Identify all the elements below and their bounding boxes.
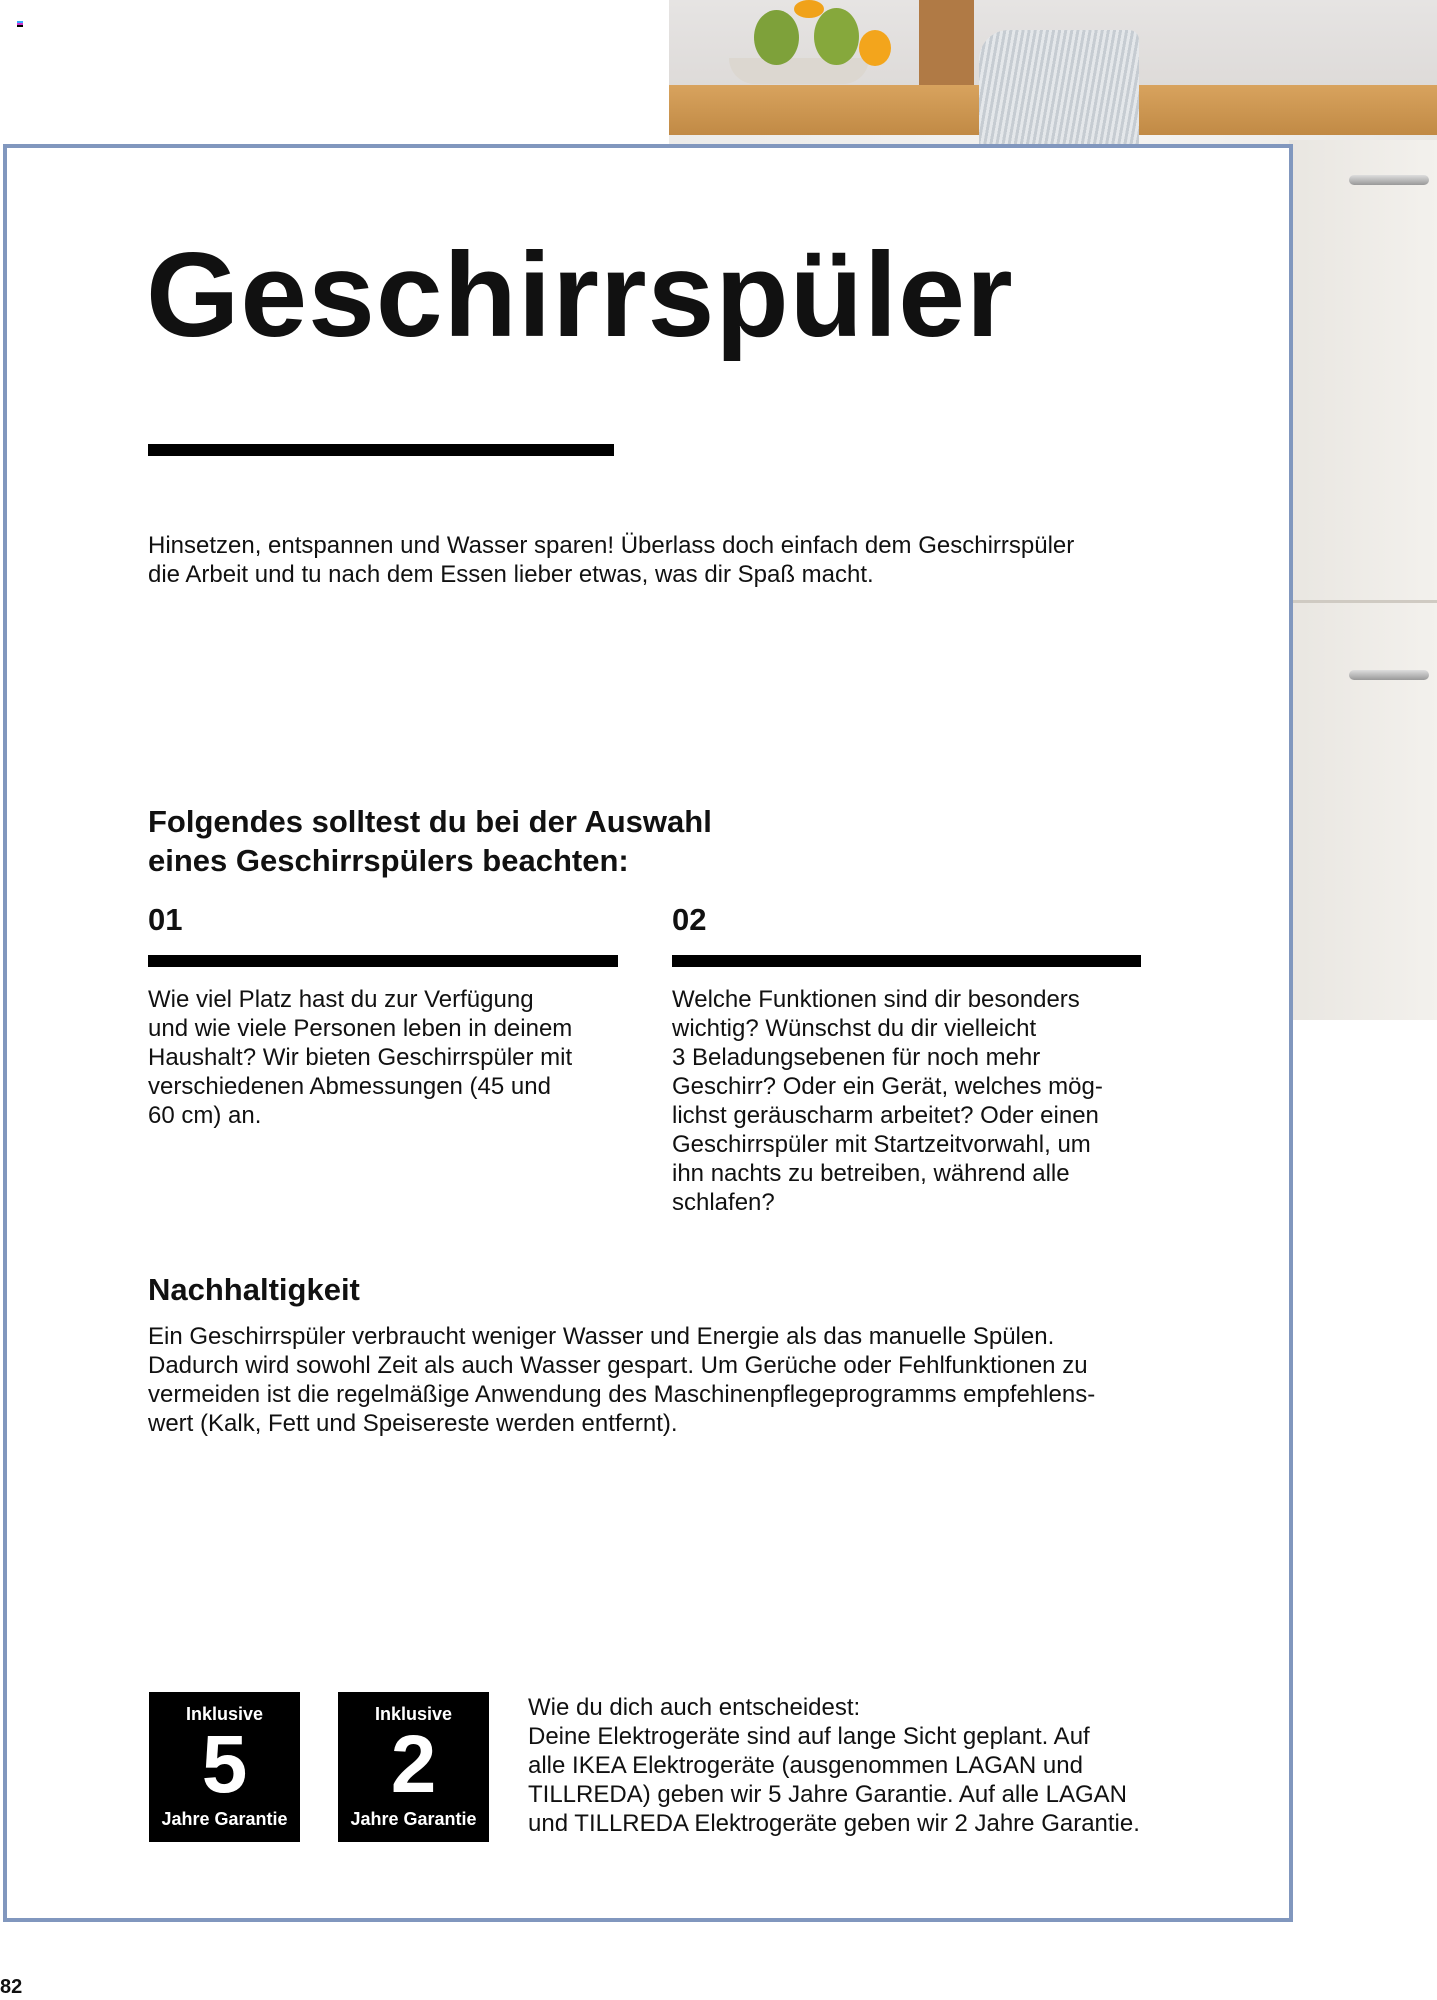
badge-bottom-label: Jahre Garantie <box>161 1809 288 1829</box>
text-line: Dadurch wird sowohl Zeit als auch Wasser gespart. Um Gerüche oder Fehlfunktionen zu <box>148 1352 1088 1379</box>
column-2-text <box>672 985 1103 1217</box>
text-line: Ein Geschirrspüler verbraucht weniger Wasser und Energie als das manuelle Spülen. <box>148 1323 1055 1350</box>
sustainability-heading: Nachhaltigkeit <box>148 1272 360 1307</box>
title-underline <box>148 444 614 456</box>
text-line: 60 cm) an. <box>148 1102 262 1129</box>
text-line: Geschirrspüler mit Startzeitvorwahl, um <box>672 1131 1091 1158</box>
print-color-mark <box>17 21 23 27</box>
sustainability-text <box>148 1322 1095 1438</box>
text-line: Deine Elektrogeräte sind auf lange Sicht geplant. Auf <box>528 1723 1090 1750</box>
text-line: alle IKEA Elektrogeräte (ausgenommen LAGAN und <box>528 1752 1083 1779</box>
selection-heading <box>148 802 712 880</box>
column-2-number: 02 <box>672 902 707 937</box>
column-2-bar <box>672 955 1141 967</box>
heading-line: Folgendes solltest du bei der Auswahl <box>148 804 712 839</box>
page-title: Geschirrspüler <box>146 228 1014 362</box>
badge-number: 5 <box>201 1719 248 1810</box>
text-line: lichst geräuscharm arbeitet? Oder einen <box>672 1102 1099 1129</box>
intro-line: Hinsetzen, entspannen und Wasser sparen! Überlass doch einfach dem Geschirrspüler <box>148 532 1075 559</box>
text-line: wichtig? Wünschst du dir vielleicht <box>672 1015 1037 1042</box>
text-line: 3 Beladungsebenen für noch mehr <box>672 1044 1041 1071</box>
column-1-number: 01 <box>148 902 183 937</box>
text-line: und wie viele Personen leben in deinem <box>148 1015 573 1042</box>
text-line: und TILLREDA Elektrogeräte geben wir 2 Jahre Garantie. <box>528 1810 1140 1837</box>
warranty-badge-2-years <box>338 1692 489 1842</box>
text-line: TILLREDA) geben wir 5 Jahre Garantie. Auf alle LAGAN <box>528 1781 1127 1808</box>
warranty-text <box>528 1693 1140 1838</box>
text-line: Wie viel Platz hast du zur Verfügung <box>148 986 534 1013</box>
intro-line: die Arbeit und tu nach dem Essen lieber etwas, was dir Spaß macht. <box>148 561 874 588</box>
text-line: wert (Kalk, Fett und Speisereste werden entfernt). <box>148 1410 678 1437</box>
badge-number: 2 <box>390 1719 437 1810</box>
text-line: Welche Funktionen sind dir besonders <box>672 986 1080 1013</box>
text-line: Wie du dich auch entscheidest: <box>528 1694 861 1721</box>
text-line: Haushalt? Wir bieten Geschirrspüler mit <box>148 1044 573 1071</box>
column-1-bar <box>148 955 618 967</box>
column-1-text <box>148 985 572 1130</box>
warranty-badge-5-years <box>149 1692 300 1842</box>
text-line: vermeiden ist die regelmäßige Anwendung des Maschinenpflegeprogramms empfehlens- <box>148 1381 1096 1408</box>
badge-top-label: Inklusive <box>374 1704 453 1724</box>
badge-bottom-label: Jahre Garantie <box>350 1809 477 1829</box>
text-line: schlafen? <box>672 1189 775 1216</box>
text-line: verschiedenen Abmessungen (45 und <box>148 1073 551 1100</box>
badge-top-label: Inklusive <box>185 1704 264 1724</box>
heading-line: eines Geschirrspülers beachten: <box>148 843 629 878</box>
text-line: ihn nachts zu betreiben, während alle <box>672 1160 1070 1187</box>
page-number: 82 <box>0 1976 23 1998</box>
text-line: Geschirr? Oder ein Gerät, welches mög- <box>672 1073 1103 1100</box>
intro-text <box>148 531 1074 589</box>
